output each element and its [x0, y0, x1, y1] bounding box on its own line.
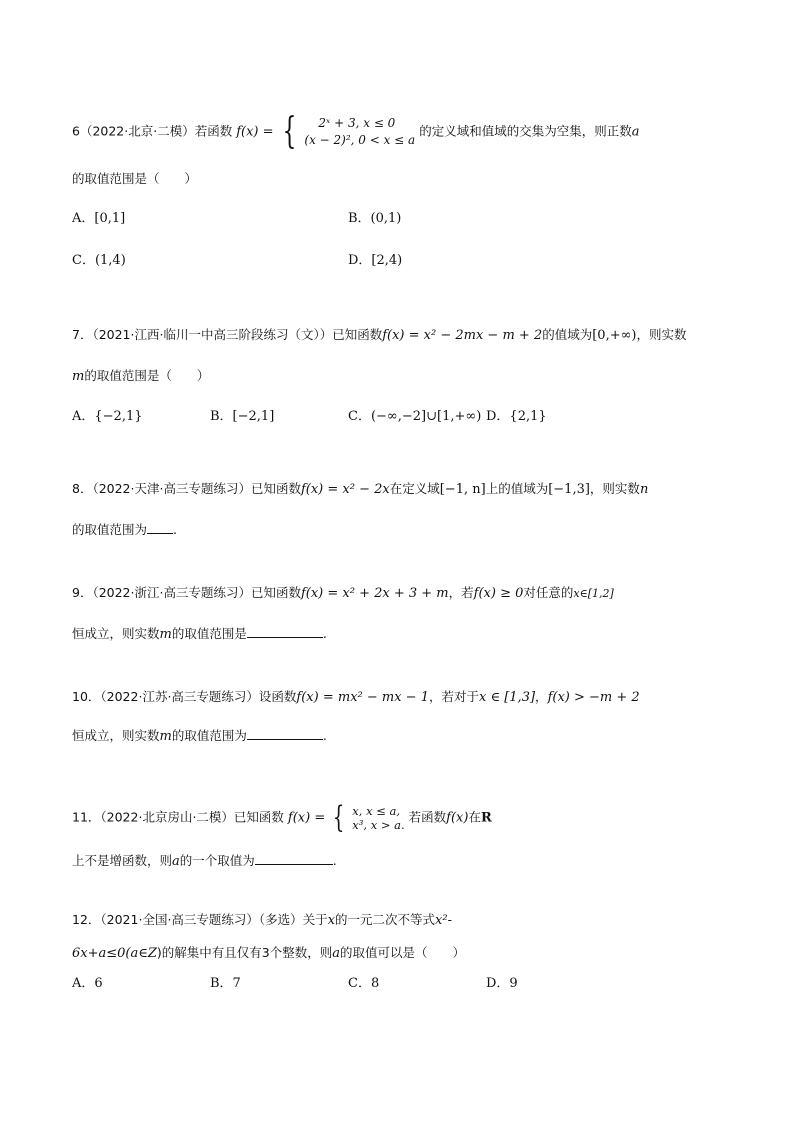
question-10-mid: ，若对于 — [428, 689, 479, 704]
question-6-option-d: D．[2,4) — [348, 253, 403, 268]
question-12-option-c: C．8 — [348, 976, 380, 991]
question-6-piecewise — [304, 115, 415, 149]
answer-blank — [255, 851, 333, 865]
question-11-text-a: 上不是增函数，则 — [72, 853, 173, 868]
question-12-line-1 — [72, 911, 452, 930]
question-7-mid: 的值域为 — [542, 327, 593, 342]
question-6-variable: a — [631, 124, 640, 140]
question-9-line-2: 恒成立，则实数m的取值范围是 . — [72, 626, 327, 642]
question-10-set: x ∈ [1,3] — [479, 690, 536, 705]
question-7-option-a: A．{−2,1} — [72, 409, 143, 424]
question-8-prefix: 8．（2022·天津·高三专题练习）已知函数 — [72, 481, 301, 496]
question-11-line-2: 上不是增函数，则a的一个取值为 . — [72, 853, 337, 869]
question-7-range: [0,+∞) — [592, 328, 637, 343]
question-11-mid-2: 在 — [468, 809, 481, 825]
question-9-line-1 — [72, 584, 614, 603]
question-11-variable: a — [172, 854, 180, 869]
question-7-line-1 — [72, 326, 687, 345]
question-8-line-2: 的取值范围为 . — [72, 522, 177, 537]
question-8-variable: n — [639, 482, 649, 497]
question-9-condition: f(x) ≥ 0 — [473, 586, 524, 601]
question-11-mid: 若函数 — [408, 809, 447, 825]
question-12-line-2 — [72, 944, 465, 963]
question-10-line-2: 恒成立，则实数m的取值范围为 . — [72, 728, 327, 744]
question-11-function: f(x) = — [287, 810, 326, 826]
piecewise-brace: { — [333, 800, 345, 835]
question-6-option-c: C．(1,4) — [72, 253, 126, 268]
question-7-suffix: ，则实数 — [636, 327, 687, 342]
question-11-text-b: 的一个取值为 — [179, 853, 255, 868]
question-12-text-e: 的取值可以是（ ） — [340, 945, 466, 960]
question-6-suffix: 的定义域和值域的交集为空集，则正数 — [419, 123, 632, 139]
question-8-line-1 — [72, 480, 648, 499]
piecewise-brace: { — [282, 111, 296, 152]
question-7-formula: f(x) = x² − 2mx − m + 2 — [382, 328, 543, 343]
question-7-option-c: C．(−∞,−2]∪[1,+∞) — [348, 409, 482, 424]
question-12-text-d: )的解集中有且仅有3个整数，则 — [156, 945, 333, 960]
question-12-variable-a: a — [332, 946, 340, 961]
question-9-text-a: 恒成立，则实数 — [72, 626, 160, 641]
question-8-domain: [−1, n] — [439, 482, 486, 497]
question-7-option-d: D．{2,1} — [486, 409, 547, 424]
question-12-condition: a∈Z — [130, 946, 157, 961]
question-12-option-b: B．7 — [210, 976, 241, 991]
question-10-formula: f(x) = mx² − mx − 1 — [296, 690, 429, 705]
question-6-prefix: 6（2022·北京·二模）若函数 — [72, 123, 233, 139]
question-10-separator: ， — [535, 689, 548, 704]
question-10-text-a: 恒成立，则实数 — [72, 728, 160, 743]
question-7-line-2 — [72, 367, 209, 386]
question-11-prefix: 11．（2022·北京房山·二模）已知函数 — [72, 809, 284, 825]
question-9-formula: f(x) = x² + 2x + 3 + m — [300, 586, 449, 601]
question-9-variable: m — [159, 627, 172, 642]
question-8-ask: 的取值范围为 — [72, 522, 148, 537]
question-12-option-a: A．6 — [72, 976, 103, 991]
question-10-prefix: 10．（2022·江苏·高三专题练习）设函数 — [72, 689, 297, 704]
question-9-text-b: 的取值范围是 — [171, 626, 247, 641]
question-8-mid-2: 上的值域为 — [485, 481, 549, 496]
answer-blank — [247, 624, 323, 638]
question-8-suffix: ，则实数 — [589, 481, 640, 496]
answer-blank — [147, 520, 173, 534]
question-12-option-d: D．9 — [486, 976, 518, 991]
question-6-line-2: 的取值范围是（ ） — [72, 171, 198, 186]
question-12-variable-x: x — [327, 913, 336, 928]
question-12-inequality: 6x+a≤0( — [72, 946, 131, 961]
question-6-function: f(x) = — [236, 124, 274, 140]
question-11-line-1 — [72, 800, 492, 835]
question-8-range: [−1,3] — [548, 482, 590, 497]
question-6-option-a: A．[0,1] — [72, 211, 126, 226]
question-9-mid-2: 对任意的 — [523, 585, 574, 600]
question-7-option-b: B．[−2,1] — [210, 409, 275, 424]
question-7-prefix: 7．（2021·江西·临川一中高三阶段练习（文））已知函数 — [72, 327, 383, 342]
question-6-option-b: B．(0,1) — [348, 211, 402, 226]
answer-blank — [247, 726, 323, 740]
question-10-text-b: 的取值范围为 — [171, 728, 247, 743]
question-10-inequality: f(x) > −m + 2 — [547, 690, 640, 705]
question-6-case-2: (x − 2)², 0 < x ≤ a — [304, 133, 416, 147]
question-11-case-1: x, x ≤ a, — [352, 804, 401, 818]
question-10-variable: m — [159, 729, 172, 744]
question-12-text-c: x²- — [435, 913, 452, 928]
question-6-case-1: 2ˣ + 3, x ≤ 0 — [318, 116, 396, 130]
question-11-set: R — [480, 810, 492, 826]
question-6-line-1 — [72, 111, 640, 152]
question-11-function-2: f(x) — [446, 810, 469, 826]
question-10-line-1 — [72, 688, 640, 707]
question-12-text-b: 的一元二次不等式 — [335, 912, 436, 927]
question-8-mid-1: 在定义域 — [389, 481, 440, 496]
question-11-case-2: x³, x > a. — [352, 818, 405, 832]
question-11-piecewise — [352, 804, 404, 832]
question-8-formula: f(x) = x² − 2x — [300, 482, 390, 497]
question-9-set: x∈[1,2] — [573, 587, 614, 600]
question-7-variable: m — [72, 369, 85, 384]
question-12-text-a: 12．（2021·全国·高三专题练习）（多选）关于 — [72, 912, 328, 927]
question-7-ask: 的取值范围是（ ） — [84, 368, 210, 383]
question-9-prefix: 9．（2022·浙江·高三专题练习）已知函数 — [72, 585, 301, 600]
question-9-mid: ，若 — [448, 585, 474, 600]
